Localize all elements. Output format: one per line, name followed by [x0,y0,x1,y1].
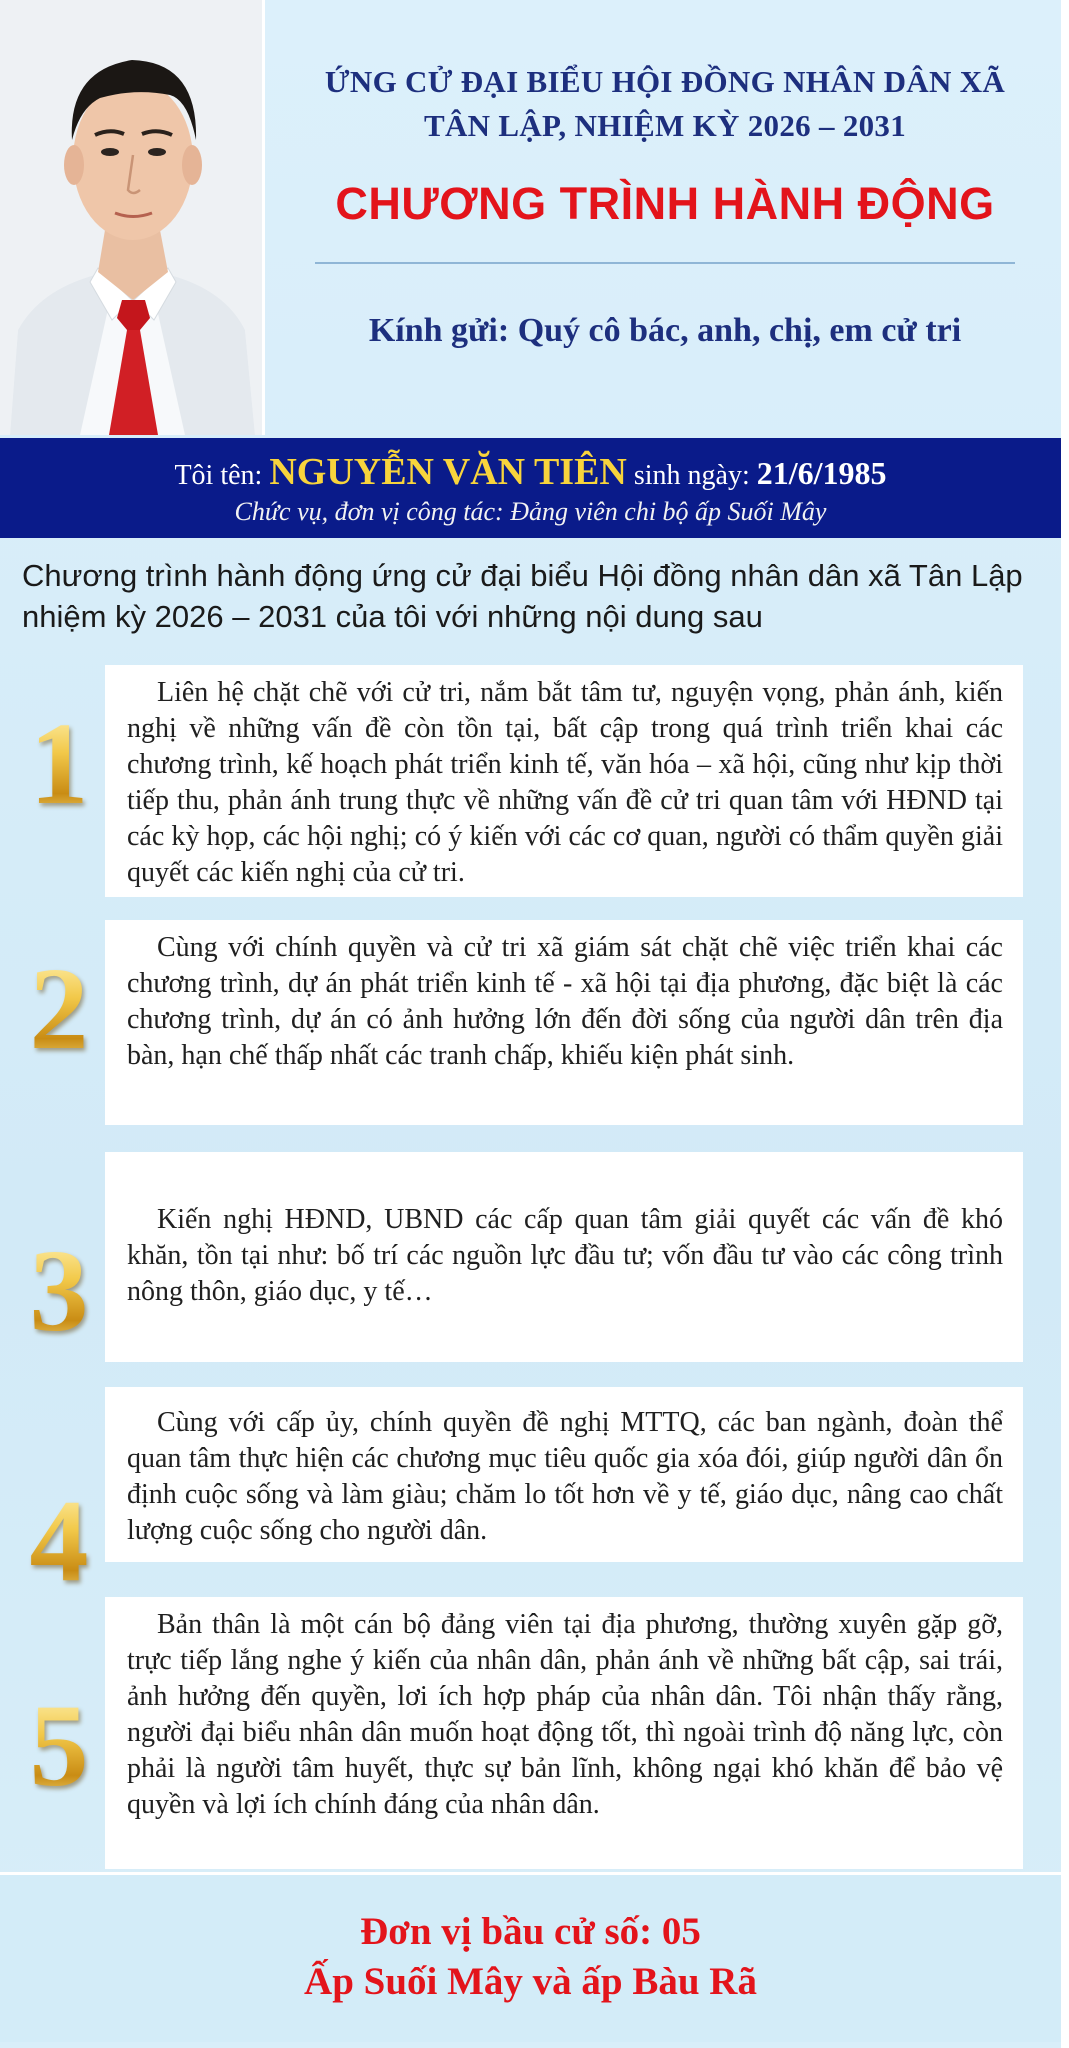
right-edge-strip [1061,0,1069,2048]
header [270,60,1060,350]
item-number-5: 5 [24,1687,94,1805]
candidate-name-line [0,438,1061,496]
candidate-position: Chức vụ, đơn vị công tác: Đảng viên chi bộ ấp Suối Mây [234,497,827,526]
item-box-4 [105,1387,1023,1562]
header-divider [315,262,1015,264]
item-number-3: 3 [24,1232,94,1350]
item-text-4: Cùng với cấp ủy, chính quyền đề nghị MTTQ, các ban ngành, đoàn thể quan tâm thực hiện các chương mục tiêu quốc gia xóa đói, giúp người dân ổn định cuộc sống và làm giàu; chăm lo tốt hơn về y tế, giáo dục, nâng cao chất lượng cuộc sống cho người dân. [127,1407,1003,1546]
item-box-1 [105,665,1023,897]
main-title: CHƯƠNG TRÌNH HÀNH ĐỘNG [335,178,995,229]
greeting: Kính gửi: Quý cô bác, anh, chị, em cử tri [368,312,962,349]
item-text-1: Liên hệ chặt chẽ với cử tri, nắm bắt tâm tư, nguyện vọng, phản ánh, kiến nghị về những vấn đề còn tồn tại, bất cập trong quá trình triển khai các chương trình, kế hoạch phát triển kinh tế, văn hóa – xã hội, cũng như kịp thời tiếp thu, phản ánh trung thực về những vấn đề cử tri quan tâm với HĐND tại các kỳ họp, các hội nghị; có ý kiến với các cơ quan, người có thẩm quyền giải quyết các kiến nghị của cử tri. [127,677,1003,888]
item-box-2 [105,920,1023,1125]
dob-prefix: sinh ngày: [626,460,757,491]
title-line-2: TÂN LẬP, NHIỆM KỲ 2026 – 2031 [423,108,907,143]
name-prefix: Tôi tên: [174,460,270,491]
title-line-1: ỨNG CỬ ĐẠI BIỂU HỘI ĐỒNG NHÂN DÂN XÃ [324,64,1006,99]
item-box-3 [105,1152,1023,1362]
item-number-4: 4 [24,1482,94,1600]
item-number-1: 1 [24,705,94,823]
electoral-unit: Đơn vị bầu cử số: 05 [360,1910,701,1953]
intro-text: Chương trình hành động ứng cử đại biểu Hội đồng nhân dân xã Tân Lập nhiệm kỳ 2026 – 2031 của tôi với những nội dung sau [22,558,1023,634]
candidate-portrait [0,0,265,435]
candidate-name: NGUYỄN VĂN TIÊN [269,451,627,493]
item-text-3: Kiến nghị HĐND, UBND các cấp quan tâm giải quyết các vấn đề khó khăn, tồn tại như: bố trí các nguồn lực đầu tư; vốn đầu tư vào các công trình nông thôn, giáo dục, y tế… [127,1204,1003,1307]
footer [0,1872,1061,2042]
item-box-5 [105,1597,1023,1869]
item-text-5: Bản thân là một cán bộ đảng viên tại địa phương, thường xuyên gặp gỡ, trực tiếp lắng nghe ý kiến của nhân dân, phản ánh về những bất cập, sai trái, ảnh hưởng đến quyền, lơi ích hợp pháp của nhân dân. Tôi nhận thấy rằng, người đại biểu nhân dân muốn hoạt động tốt, thì ngoài trình độ năng lực, còn phải là người tâm huyết, thực sự bản lĩnh, không ngại khó khăn để bảo vệ quyền và lợi ích chính đáng của nhân dân. [127,1609,1003,1820]
electoral-area: Ấp Suối Mây và ấp Bàu Rã [304,1960,757,2003]
candidate-info-band [0,438,1061,538]
item-number-2: 2 [24,950,94,1068]
item-text-2: Cùng với chính quyền và cử tri xã giám sát chặt chẽ việc triển khai các chương trình, dự án phát triển kinh tế - xã hội tại địa phương, đặc biệt là các chương trình, dự án có ảnh hưởng lớn đến đời sống của người dân trên địa bàn, hạn chế thấp nhất các tranh chấp, khiếu kiện phát sinh. [127,932,1003,1071]
candidate-dob: 21/6/1985 [756,455,887,491]
